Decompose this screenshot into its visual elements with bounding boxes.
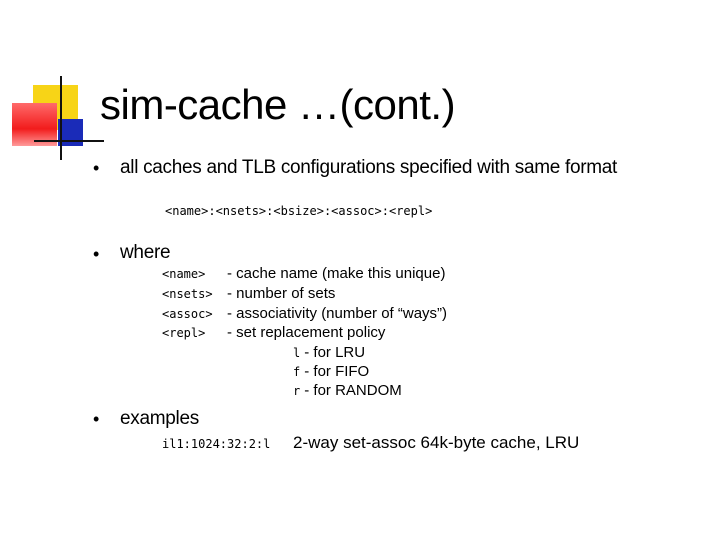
example-desc: 2-way set-assoc 64k-byte cache, LRU	[293, 433, 580, 452]
definition-desc: - set replacement policy	[227, 324, 386, 341]
repl-option-row	[293, 343, 365, 362]
repl-option-desc: - for RANDOM	[304, 382, 402, 399]
bullet-where: where	[120, 242, 171, 263]
repl-option-desc: - for FIFO	[304, 363, 370, 380]
definition-desc: - number of sets	[227, 285, 336, 302]
bullet-configurations: all caches and TLB configurations specified with same format	[120, 157, 618, 178]
repl-option-desc: - for LRU	[304, 344, 366, 361]
definition-code: <assoc>	[162, 307, 213, 321]
bullet-marker: •	[93, 158, 100, 178]
definition-code: <name>	[162, 267, 206, 281]
repl-option-code: f	[293, 365, 301, 379]
repl-option-row	[293, 381, 402, 400]
definition-desc: - cache name (make this unique)	[227, 265, 446, 282]
bullet-examples: examples	[120, 408, 199, 429]
bullet-marker: •	[93, 409, 100, 429]
bullet-marker: •	[93, 244, 100, 264]
slide-logo	[0, 0, 110, 170]
example-code: il1:1024:32:2:l	[162, 437, 271, 451]
slide-title: sim-cache …(cont.)	[100, 81, 456, 128]
repl-option-code: l	[293, 346, 301, 360]
repl-option-code: r	[293, 384, 301, 398]
definition-code: <nsets>	[162, 287, 213, 301]
logo-vertical-line	[60, 76, 62, 160]
repl-option-row	[293, 362, 369, 381]
definition-desc: - associativity (number of “ways”)	[227, 305, 448, 322]
definition-code: <repl>	[162, 326, 206, 340]
logo-horizontal-line	[34, 140, 104, 142]
format-line: <name>:<nsets>:<bsize>:<assoc>:<repl>	[165, 204, 433, 218]
